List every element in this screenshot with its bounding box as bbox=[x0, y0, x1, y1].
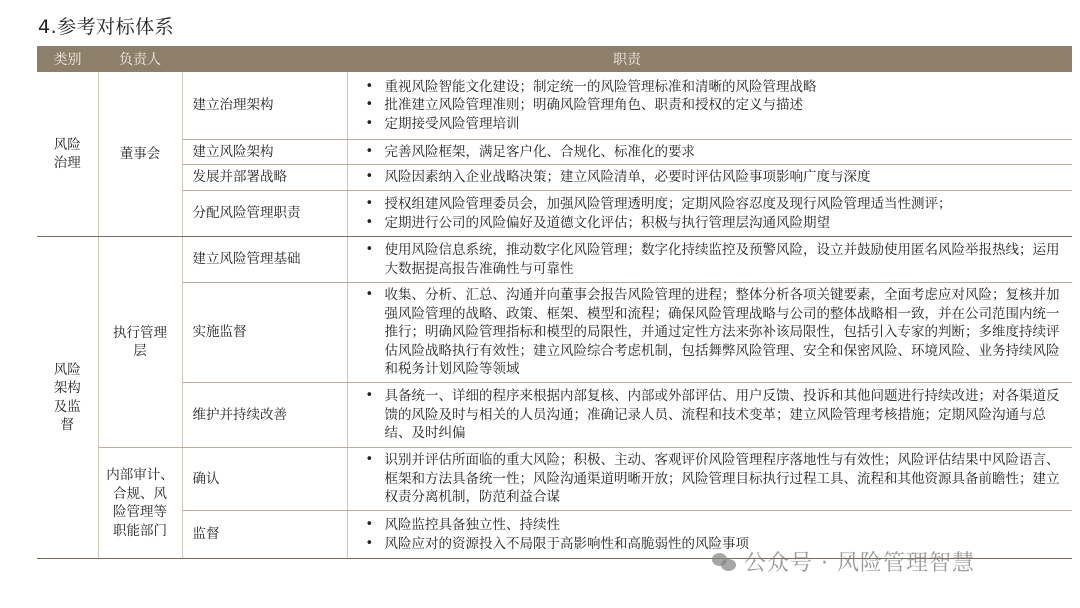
duty-list bbox=[360, 78, 1065, 134]
table-row bbox=[37, 383, 1072, 448]
function-cell: 建立风险架构 bbox=[182, 139, 347, 165]
duty-cell bbox=[347, 191, 1072, 237]
watermark-text: 公众号 · 风险管理智慧 bbox=[744, 551, 975, 576]
duty-list bbox=[360, 451, 1065, 507]
duty-item: • 具备统一、详细的程序来根据内部复核、内部或外部评估、用户反馈、投诉和其他问题进行持续改进；对各渠道反馈的风险及时与相关的人员沟通；准确记录人员、流程和技术变革；建立风险管理考核措施；定期风险沟通与总结、及时纠偏 bbox=[360, 387, 1065, 443]
duty-cell bbox=[347, 283, 1072, 383]
duty-cell bbox=[347, 383, 1072, 448]
category-cell: 风险 架构 及监 督 bbox=[37, 237, 98, 559]
table-row bbox=[37, 139, 1072, 165]
duty-list bbox=[360, 387, 1065, 443]
duty-item: • 收集、分析、汇总、沟通并向董事会报告风险管理的进程；整体分析各项关键要素，全面考虑应对风险；复核并加强风险管理的战略、政策、框架、模型和流程；确保风险管理战略与公司的整体战略相一致，并在公司范围内统一推行；明确风险管理指标和模型的局限性，并通过定性方法来弥补该局限性，包括引入专家的判断；多维度持续评估风险战略执行有效性；建立风险综合考虑机制，包括舞弊风险管理、安全和保密风险、环境风险、业务持续风险和税务计划风险等领域 bbox=[360, 286, 1065, 379]
watermark bbox=[712, 546, 975, 577]
header-owner: 负责人 bbox=[98, 46, 182, 72]
page-title: 4.参考对标体系 bbox=[38, 16, 175, 38]
duty-item: • 识别并评估所面临的重大风险；积极、主动、客观评价风险管理程序落地性与有效性；风险评估结果中风险语言、框架和方法具备统一性；风险沟通渠道明晰开放；风险管理目标执行过程工具、流程和其他资源具备前瞻性；建立权责分离机制，防范利益合谋 bbox=[360, 451, 1065, 507]
duty-cell bbox=[347, 72, 1072, 139]
table-row bbox=[37, 448, 1072, 511]
function-cell: 实施监督 bbox=[182, 283, 347, 383]
duty-list bbox=[360, 241, 1065, 278]
duty-list bbox=[360, 168, 1065, 187]
header-category: 类别 bbox=[37, 46, 98, 72]
duty-item: • 批准建立风险管理准则；明确风险管理角色、职责和授权的定义与描述 bbox=[360, 96, 1065, 115]
duty-item: • 定期接受风险管理培训 bbox=[360, 115, 1065, 134]
category-cell: 风险 治理 bbox=[37, 72, 98, 237]
function-cell: 分配风险管理职责 bbox=[182, 191, 347, 237]
duty-item: • 重视风险智能文化建设；制定统一的风险管理标准和清晰的风险管理战略 bbox=[360, 78, 1065, 97]
duty-item: • 完善风险框架，满足客户化、合规化、标准化的要求 bbox=[360, 143, 1065, 162]
benchmark-table bbox=[37, 46, 1072, 559]
duty-cell bbox=[347, 139, 1072, 165]
function-cell: 发展并部署战略 bbox=[182, 165, 347, 191]
owner-cell: 内部审计、 合规、风 险管理等 职能部门 bbox=[98, 448, 182, 559]
table-row bbox=[37, 283, 1072, 383]
table-row bbox=[37, 165, 1072, 191]
duty-item: • 授权组建风险管理委员会，加强风险管理透明度；定期风险容忍度及现行风险管理适当性测评； bbox=[360, 195, 1065, 214]
wechat-icon bbox=[712, 551, 738, 573]
duty-cell bbox=[347, 237, 1072, 283]
duty-item: • 定期进行公司的风险偏好及道德文化评估；积极与执行管理层沟通风险期望 bbox=[360, 214, 1065, 233]
function-cell: 建立风险管理基础 bbox=[182, 237, 347, 283]
table-row bbox=[37, 191, 1072, 237]
duty-cell bbox=[347, 165, 1072, 191]
duty-item: • 风险因素纳入企业战略决策；建立风险清单，必要时评估风险事项影响广度与深度 bbox=[360, 168, 1065, 187]
duty-list bbox=[360, 143, 1065, 162]
duty-cell bbox=[347, 448, 1072, 511]
duty-list bbox=[360, 195, 1065, 232]
function-cell: 监督 bbox=[182, 511, 347, 559]
table-row bbox=[37, 72, 1072, 139]
function-cell: 确认 bbox=[182, 448, 347, 511]
table-header-row bbox=[37, 46, 1072, 72]
owner-cell: 执行管理 层 bbox=[98, 237, 182, 448]
duty-item: • 使用风险信息系统，推动数字化风险管理；数字化持续监控及预警风险，设立并鼓励使用匿名风险举报热线；运用大数据提高报告准确性与可靠性 bbox=[360, 241, 1065, 278]
duty-item: • 风险应对的资源投入不局限于高影响性和高脆弱性的风险事项 bbox=[360, 535, 1065, 554]
function-cell: 维护并持续改善 bbox=[182, 383, 347, 448]
function-cell: 建立治理架构 bbox=[182, 72, 347, 139]
duty-item: • 风险监控具备独立性、持续性 bbox=[360, 516, 1065, 535]
duty-list bbox=[360, 286, 1065, 379]
table-row bbox=[37, 237, 1072, 283]
header-duty: 职责 bbox=[182, 46, 1072, 72]
owner-cell: 董事会 bbox=[98, 72, 182, 237]
